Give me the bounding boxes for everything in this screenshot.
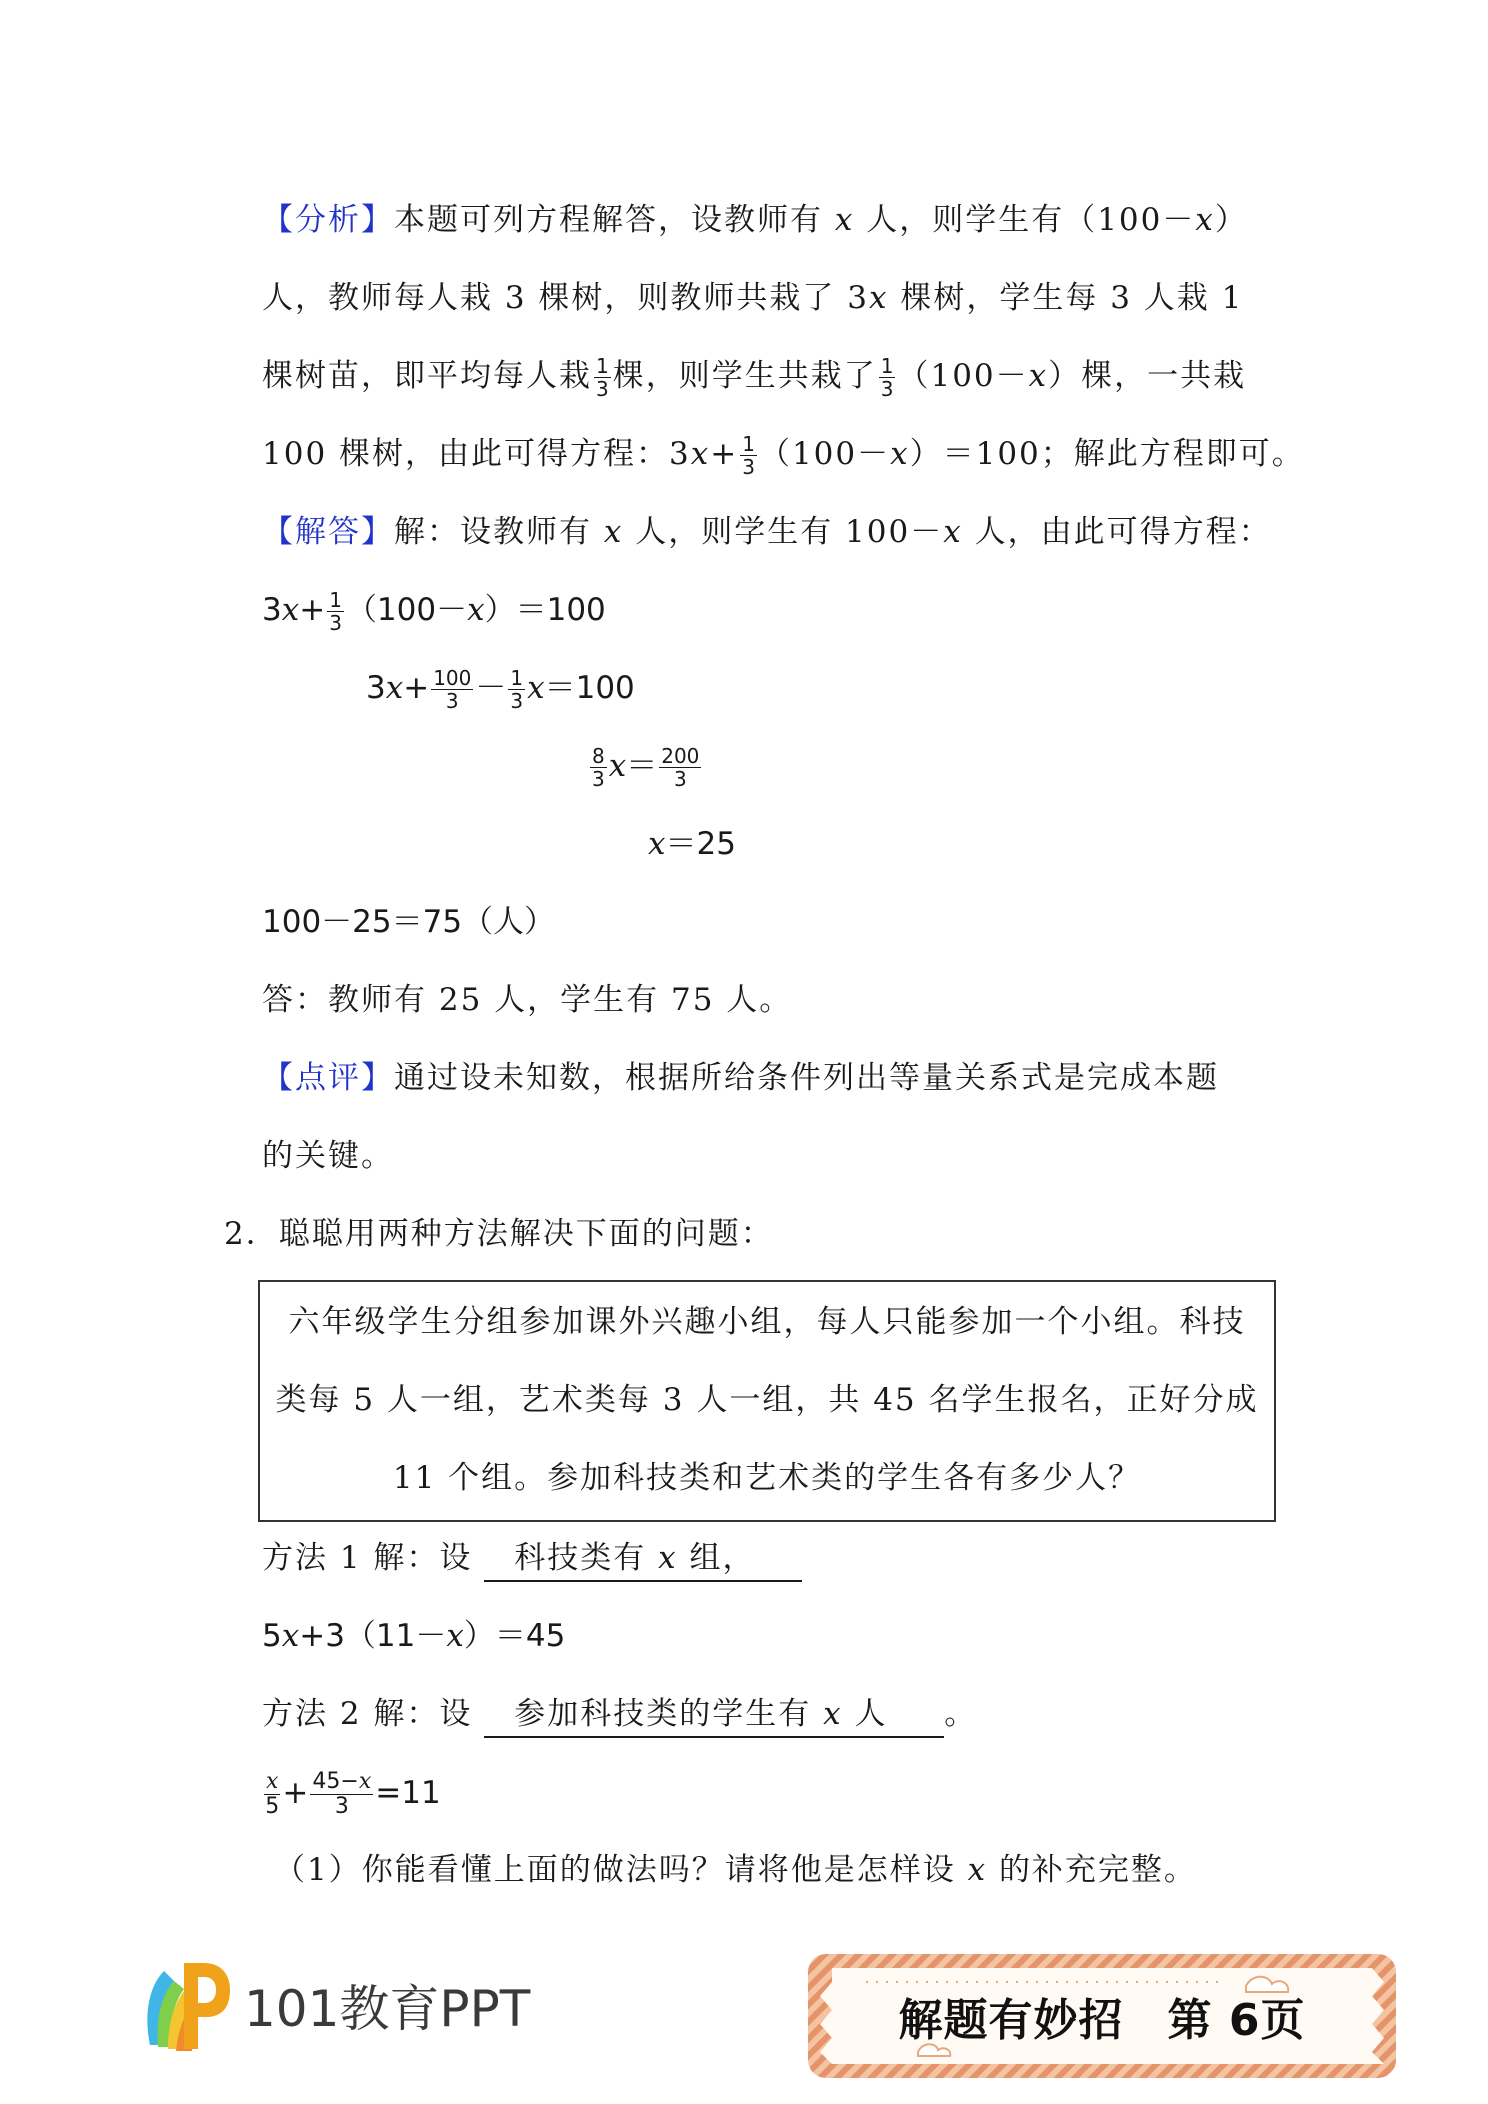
- fraction-one-third: $\frac{1}{3}$: [510, 666, 524, 713]
- question-2-title: 2．聪聪用两种方法解决下面的问题：: [224, 1216, 774, 1252]
- method-1-equation: 5x+3（11－x）＝45: [262, 1618, 566, 1654]
- fraction-45-minus-x-thirds: $\frac{45-x}{3}$: [312, 1769, 372, 1819]
- final-answer: 答：教师有 25 人，学生有 75 人。: [262, 982, 793, 1018]
- badge-title: 解题有妙招: [898, 1995, 1124, 2046]
- equation-3: $\frac{8}{3}$ x＝ $\frac{200}{3}$: [592, 744, 700, 791]
- method-2-label: 方法 2 解：设 参加科技类的学生有 x 人 。: [262, 1692, 977, 1738]
- fraction-8-thirds: $\frac{8}{3}$: [592, 744, 605, 791]
- comment-line-2: 的关键。: [262, 1138, 394, 1174]
- fraction-one-third: $\frac{1}{3}$: [880, 354, 894, 401]
- equation-2: 3x+ $\frac{100}{3}$ － $\frac{1}{3}$ x＝100: [366, 666, 635, 713]
- page-number: 第 6页: [1167, 1995, 1306, 2046]
- answer-line-1: 【解答】解：设教师有 x 人，则学生有 100－x 人，由此可得方程：: [262, 514, 1272, 550]
- fraction-100-thirds: $\frac{100}{3}$: [433, 666, 472, 713]
- answer-tag: 【解答】: [262, 514, 394, 550]
- fraction-one-third: $\frac{1}{3}$: [742, 432, 755, 479]
- analysis-tag: 【分析】: [262, 202, 394, 238]
- fraction-one-third: $\frac{1}{3}$: [329, 588, 342, 635]
- comment-line-1: 【点评】通过设未知数，根据所给条件列出等量关系式是完成本题: [262, 1060, 1219, 1096]
- equation-4: x＝25: [648, 826, 736, 862]
- comment-tag: 【点评】: [262, 1060, 394, 1096]
- equation-1: 3x+ $\frac{1}{3}$ （100－x）＝100: [262, 588, 606, 635]
- badge-text: [806, 1952, 1398, 2080]
- problem-box: [258, 1280, 1276, 1522]
- calculation: 100－25＝75（人）: [262, 904, 556, 940]
- method-1-label: 方法 1 解：设 科技类有 x 组，: [262, 1536, 802, 1582]
- method-2-blank[interactable]: 参加科技类的学生有 x 人: [484, 1692, 944, 1738]
- analysis-line-4: 100 棵树，由此可得方程：3x+ $\frac{1}{3}$ （100－x）＝100；解此方程即可。: [262, 432, 1305, 479]
- sub-question-1: （1）你能看懂上面的做法吗？请将他是怎样设 x 的补充完整。: [274, 1852, 1197, 1888]
- problem-line-3: 11 个组。参加科技类和艺术类的学生各有多少人？: [392, 1460, 1142, 1496]
- page-badge: [806, 1952, 1398, 2080]
- logo-text: 101教育PPT: [244, 1980, 531, 2038]
- analysis-line-2: 人，教师每人栽 3 棵树，则教师共栽了 3x 棵树，学生每 3 人栽 1: [262, 280, 1244, 316]
- method-2-equation: $\frac{x}{5}$ + $\frac{45-x}{3}$ =11: [265, 1769, 441, 1819]
- method-1-blank[interactable]: 科技类有 x 组，: [484, 1536, 802, 1582]
- brand-logo: [140, 1955, 530, 2055]
- fraction-200-thirds: $\frac{200}{3}$: [661, 744, 700, 791]
- analysis-line-3: 棵树苗，即平均每人栽 $\frac{1}{3}$ 棵，则学生共栽了 $\frac{1}{3}$ （100－x）棵，一共栽: [262, 354, 1247, 401]
- fraction-one-third: $\frac{1}{3}$: [596, 354, 609, 401]
- problem-line-1: 六年级学生分组参加课外兴趣小组，每人只能参加一个小组。科技: [288, 1304, 1246, 1340]
- fraction-x-fifths: $\frac{x}{5}$: [265, 1769, 280, 1819]
- problem-line-2: 类每 5 人一组，艺术类每 3 人一组，共 45 名学生报名，正好分成: [275, 1382, 1259, 1418]
- p-logo-icon: [140, 1957, 232, 2053]
- analysis-line-1: 【分析】本题可列方程解答，设教师有 x 人，则学生有（100－x）: [262, 202, 1248, 238]
